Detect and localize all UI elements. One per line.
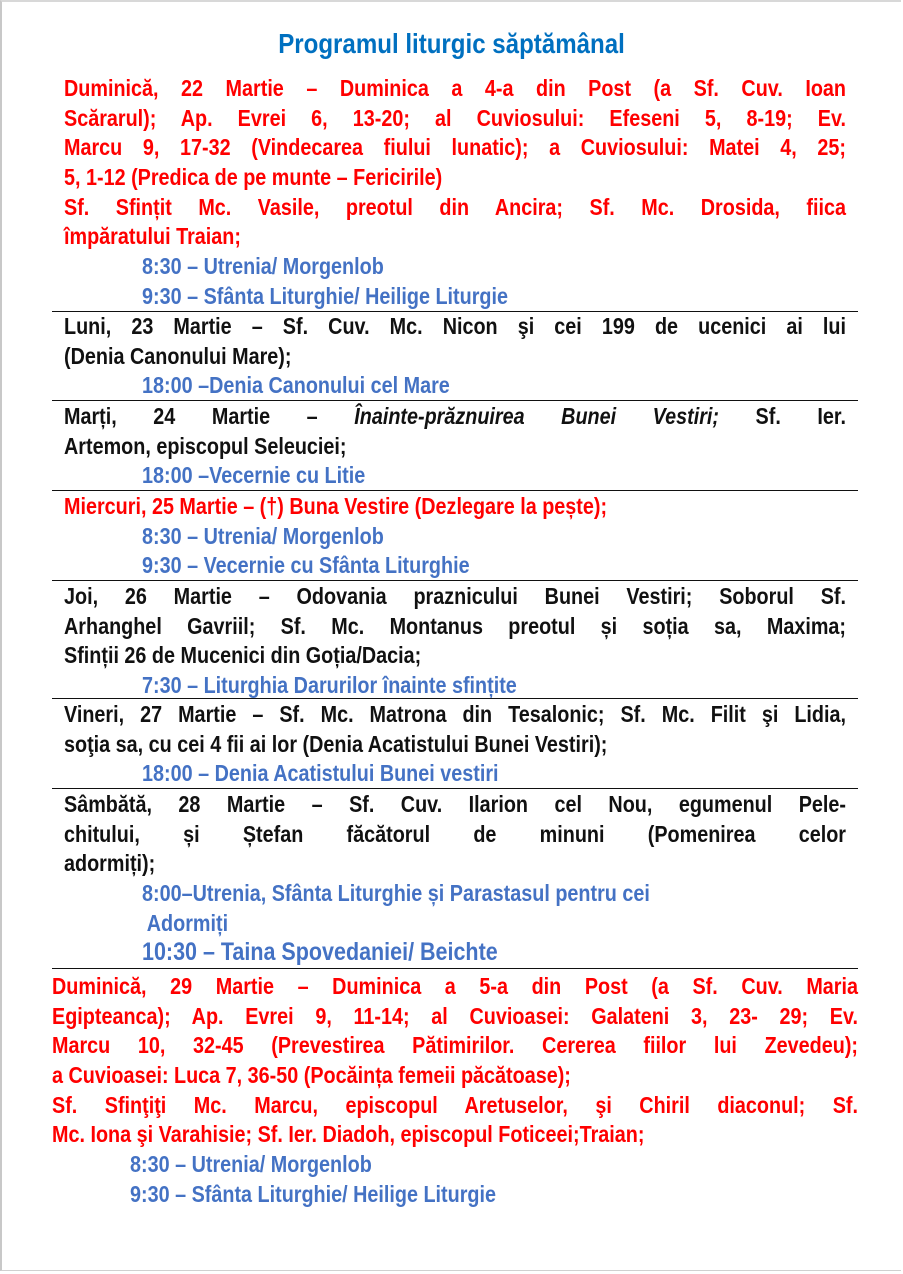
day-text: chitului, și Ștefan făcătorul de minuni (Pomenirea celor <box>64 820 847 847</box>
day-heading: Sâmbătă, 28 Martie – Sf. Cuv. Ilarion cel Nou, egumenul Pele- <box>64 791 847 817</box>
day-text: a Cuvioasei: Luca 7, 36-50 (Pocăința femeii păcătoase); <box>52 1062 571 1089</box>
service-time <box>64 909 846 939</box>
day-section-sunday-22 <box>64 74 846 312</box>
day-heading: Luni, 23 Martie – Sf. Cuv. Mc. Nicon şi cei 199 de ucenici ai lui <box>64 313 846 339</box>
service-time <box>64 551 846 581</box>
day-text-line <box>64 700 846 730</box>
day-heading: Miercuri, 25 Martie – (†) Buna Vestire (Dezlegare la pește); <box>64 493 608 519</box>
service-time <box>64 461 846 491</box>
day-heading: Vineri, 27 Martie – Sf. Mc. Matrona din Tesalonic; Sf. Mc. Filit şi Lidia, <box>64 701 846 727</box>
day-text: Scărarul); Ap. Evrei 6, 13-20; al Cuviosului: Efeseni 5, 8-19; Ev. <box>64 104 847 131</box>
service-time <box>52 1180 858 1210</box>
day-section-saturday-28 <box>64 790 846 968</box>
day-text-line <box>64 492 846 522</box>
day-text-line <box>52 1091 858 1121</box>
day-text: Sfinții 26 de Mucenici din Goția/Dacia; <box>64 642 422 669</box>
section-divider <box>52 400 858 401</box>
day-text: Mc. Iona şi Varahisie; Sf. Ier. Diadoh, episcopul Foticeei;Traian; <box>52 1121 645 1148</box>
day-heading-date: Marți, 24 Martie – <box>64 403 355 429</box>
day-text-line <box>64 133 846 163</box>
day-text: Marcu 9, 17-32 (Vindecarea fiului lunatic); a Cuviosului: Matei 4, 25; <box>64 134 846 161</box>
day-section-friday-27 <box>64 700 846 789</box>
day-text: Egipteanca); Ap. Evrei 9, 11-14; al Cuvioasei: Galateni 3, 23- 29; Ev. <box>52 1002 859 1029</box>
day-text: Artemon, episcopul Seleuciei; <box>64 432 347 459</box>
service-time-text: 9:30 – Vecernie cu Sfânta Liturghie <box>142 552 470 579</box>
section-divider <box>52 490 858 491</box>
day-text: (Denia Canonului Mare); <box>64 342 292 369</box>
day-text-line <box>64 849 846 879</box>
day-section-monday-23 <box>64 312 846 401</box>
service-time <box>64 938 846 968</box>
day-text-line <box>64 402 846 432</box>
day-text-line <box>64 342 846 372</box>
day-text-line <box>64 193 846 223</box>
day-heading-feast: Înainte-prăznuirea Bunei Vestiri; <box>354 403 719 429</box>
day-section-sunday-29 <box>52 972 858 1210</box>
day-heading-saint: Sf. Ier. <box>718 403 846 429</box>
day-text: 5, 1-12 (Predica de pe munte – Fericirile) <box>64 164 443 191</box>
day-text-line <box>52 972 858 1002</box>
service-time-text: 8:00–Utrenia, Sfânta Liturghie și Parastasul pentru cei <box>142 880 650 907</box>
section-divider <box>52 580 858 581</box>
day-text-line <box>64 730 846 760</box>
section-divider <box>52 788 858 789</box>
section-divider <box>52 968 858 969</box>
day-heading <box>64 402 846 432</box>
service-time-text: 18:00 – Denia Acatistului Bunei vestiri <box>142 760 499 787</box>
day-text: Marcu 10, 32-45 (Prevestirea Pătimirilor. Cererea fiilor lui Zevedeu); <box>52 1032 858 1059</box>
service-time-text: 10:30 – Taina Spovedaniei/ Beichte <box>142 938 498 967</box>
service-time <box>64 252 846 282</box>
service-time-text: 9:30 – Sfânta Liturghie/ Heilige Liturgie <box>130 1180 497 1207</box>
service-time <box>64 879 846 909</box>
page-title-text: Programul liturgic săptămânal <box>278 28 625 59</box>
day-text-line <box>64 222 846 252</box>
day-section-wednesday-25 <box>64 492 846 581</box>
day-text: Sf. Sfinţiţi Mc. Marcu, episcopul Aretuselor, şi Chiril diaconul; Sf. <box>52 1091 859 1118</box>
service-time <box>64 671 846 701</box>
service-time-text: 18:00 –Denia Canonului cel Mare <box>142 372 450 399</box>
section-divider <box>52 698 858 699</box>
day-heading: Duminică, 22 Martie – Duminica a 4-a din Post (a Sf. Cuv. Ioan <box>64 75 846 101</box>
day-text-line <box>64 163 846 193</box>
service-time <box>52 1150 858 1180</box>
day-text: adormiți); <box>64 850 156 877</box>
day-text-line <box>52 1031 858 1061</box>
day-text-line <box>64 432 846 462</box>
service-time <box>64 371 846 401</box>
service-time-text: 18:00 –Vecernie cu Litie <box>142 462 366 489</box>
service-time-text: 8:30 – Utrenia/ Morgenlob <box>130 1151 372 1178</box>
day-text-line <box>52 1120 858 1150</box>
day-text-line <box>64 74 846 104</box>
service-time-text: 8:30 – Utrenia/ Morgenlob <box>142 253 384 280</box>
day-text-line <box>64 312 846 342</box>
day-section-thursday-26 <box>64 582 846 701</box>
day-text-line <box>64 641 846 671</box>
day-text-line <box>64 820 846 850</box>
service-time <box>64 759 846 789</box>
day-section-tuesday-24 <box>64 402 846 491</box>
service-time <box>64 282 846 312</box>
service-time-text: 7:30 – Liturghia Darurilor înainte sfințite <box>142 672 517 699</box>
day-text-line <box>64 582 846 612</box>
day-text-line <box>64 790 846 820</box>
service-time-text: Adormiți <box>142 909 229 936</box>
day-text: soţia sa, cu cei 4 fii ai lor (Denia Acatistului Bunei Vestiri); <box>64 730 608 757</box>
service-time <box>64 522 846 552</box>
service-time-text: 9:30 – Sfânta Liturghie/ Heilige Liturgie <box>142 282 509 309</box>
day-text: împăratului Traian; <box>64 223 241 250</box>
day-heading: Duminică, 29 Martie – Duminica a 5-a din Post (a Sf. Cuv. Maria <box>52 973 859 999</box>
day-text-line <box>64 612 846 642</box>
day-text: Arhanghel Gavriil; Sf. Mc. Montanus preotul și soția sa, Maxima; <box>64 612 846 639</box>
day-text-line <box>52 1002 858 1032</box>
service-time-text: 8:30 – Utrenia/ Morgenlob <box>142 522 384 549</box>
day-text-line <box>52 1061 858 1091</box>
page-title <box>0 26 903 62</box>
day-heading: Joi, 26 Martie – Odovania praznicului Bunei Vestiri; Soborul Sf. <box>64 583 846 609</box>
day-text-line <box>64 104 846 134</box>
day-text: Sf. Sfințit Mc. Vasile, preotul din Ancira; Sf. Mc. Drosida, fiica <box>64 193 846 220</box>
